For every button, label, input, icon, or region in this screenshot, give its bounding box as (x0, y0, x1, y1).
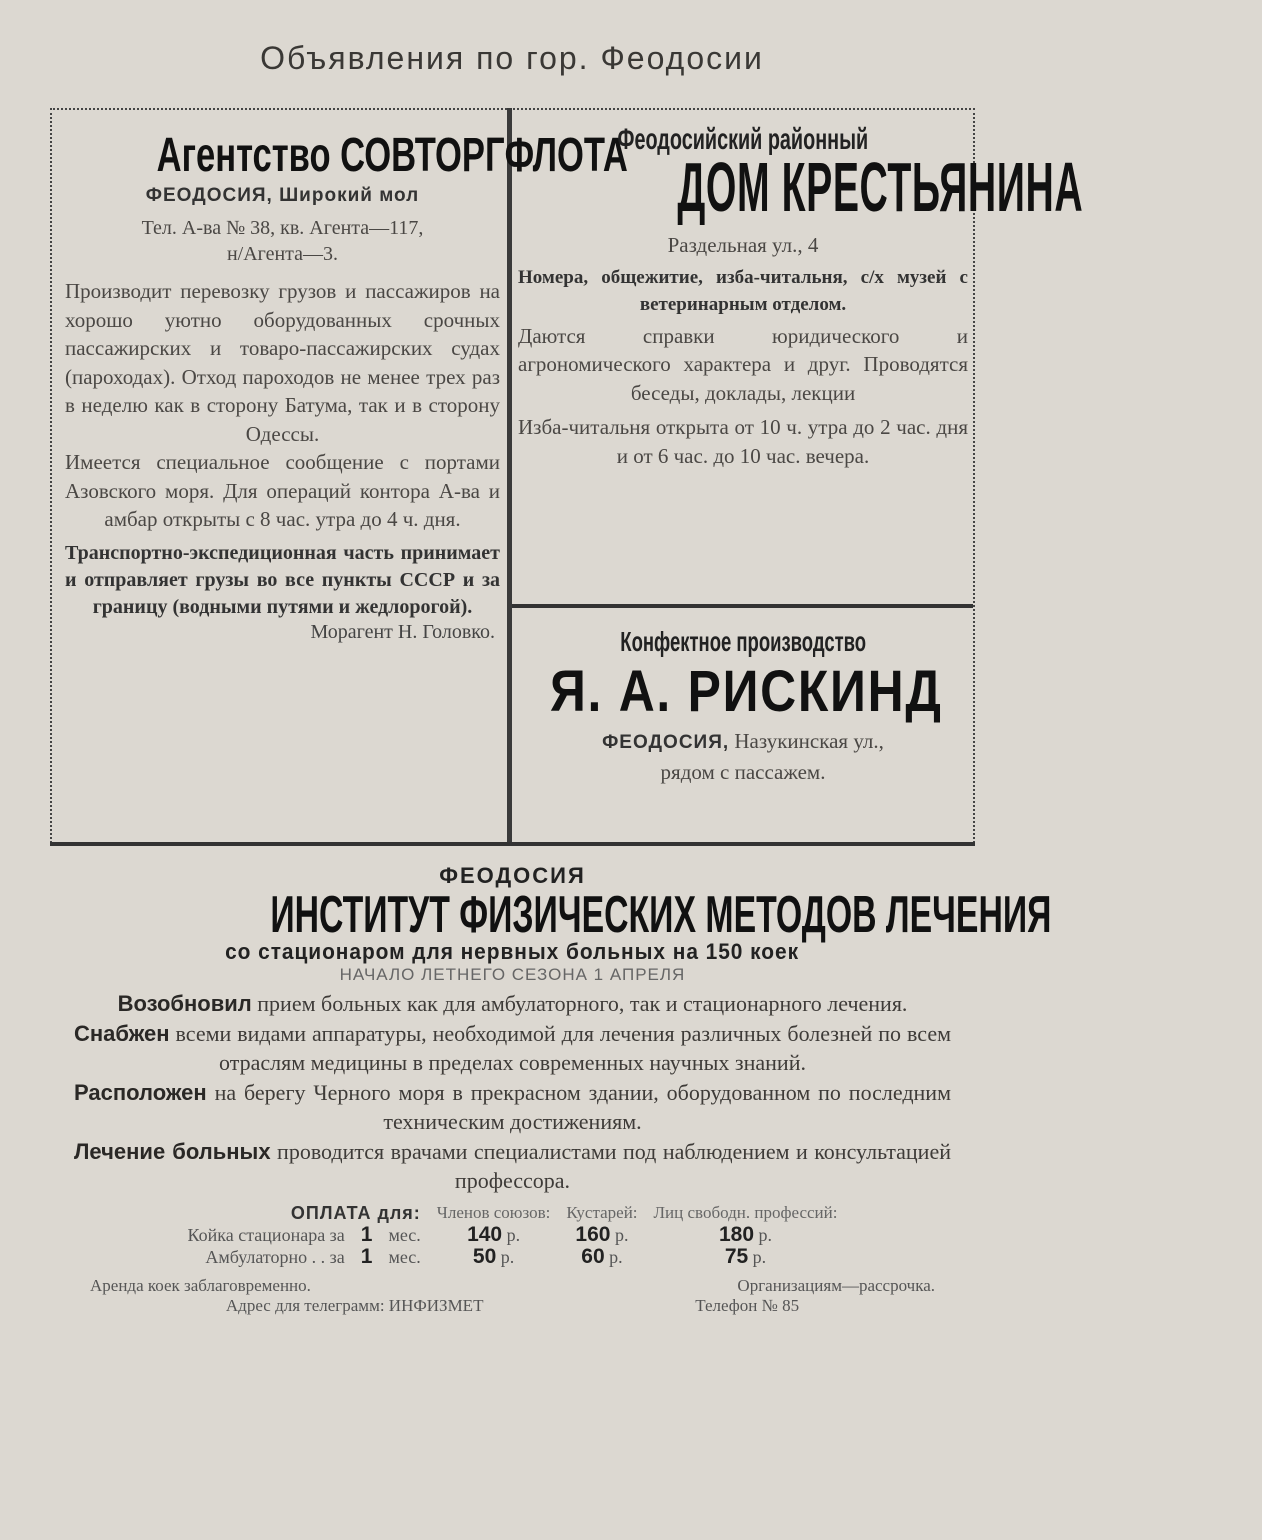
currency: р. (758, 1224, 773, 1245)
price-value: 140 (467, 1222, 503, 1246)
institute-contacts (60, 1296, 965, 1316)
price-row (180, 1224, 846, 1246)
frame-border-left (50, 108, 52, 843)
phone-number: Телефон № 85 (695, 1295, 800, 1315)
p2-lead: Снабжен (74, 1020, 170, 1046)
riskind-city: ФЕОДОСИЯ, (602, 732, 730, 753)
ad-dom-krestyanina (518, 123, 1084, 470)
price-value: 180 (718, 1222, 755, 1246)
dom-address: Раздельная ул., 4 (667, 233, 819, 257)
riskind-address-2: рядом с пассажем. (660, 759, 826, 784)
dom-hours: Изба-читальня открыта от 10 ч. утра до 2 час. дня и от 6 час. до 10 час. вечера. (518, 415, 968, 468)
dom-heading-big: ДОМ КРЕСТЬЯНИНА (677, 148, 1084, 226)
p3-text: на берегу Черного моря в прекрасном здании, оборудованном по последним техническим достижениям. (214, 1079, 952, 1134)
institute-season: НАЧАЛО ЛЕТНЕГО СЕЗОНА 1 АПРЕЛЯ (339, 965, 686, 984)
price-row-unit: 1 (360, 1244, 373, 1268)
price-label: ОПЛАТА для: (290, 1202, 421, 1223)
riskind-heading-small: Конфектное производство (620, 626, 866, 657)
currency: р. (500, 1246, 515, 1267)
price-value: 75 (724, 1244, 749, 1268)
p2-text: всеми видами аппаратуры, необходимой для лечения различных болезней по всем отраслям медицины в пределах современных научных знаний. (175, 1020, 952, 1075)
dom-services: Номера, общежитие, изба-читальня, с/х музей с ветеринарным отделом. (518, 266, 968, 315)
price-row-unit: 1 (360, 1222, 373, 1246)
sovtorgflot-body-2: Имеется специальное сообщение с портами Азовского моря. Для операций контора А-ва и амбар открыты с 8 час. утра до 4 ч. дня. (65, 450, 500, 531)
price-row-mes: мес. (388, 1246, 421, 1267)
sovtorgflot-phones-2: н/Агента—3. (226, 243, 339, 265)
telegram-address: Адрес для телеграмм: ИНФИЗМЕТ (225, 1295, 484, 1315)
sovtorgflot-phones-1: Тел. А-ва № 38, кв. Агента—117, (141, 217, 424, 239)
ad-institute (60, 863, 1052, 1316)
price-row (180, 1246, 846, 1268)
currency: р. (506, 1224, 521, 1245)
p1-text: прием больных как для амбулаторного, так и стационарного лечения. (257, 991, 908, 1016)
price-row-label: Амбулаторно . . за (205, 1246, 345, 1267)
institute-city: ФЕОДОСИЯ (439, 863, 586, 888)
price-col-freelance: Лиц свободн. профессий: (653, 1202, 838, 1222)
currency: р. (614, 1224, 629, 1245)
sovtorgflot-body: Производит перевозку грузов и пассажиров на хорошо уютно оборудованных срочных пассажирских и товаро-пассажирских судах (пароходах). Отход пароходов не менее трех раз в неделю как в сторону Батума, так и в сторону Одессы. (65, 279, 500, 446)
price-row-mes: мес. (388, 1224, 421, 1245)
p4-text: проводится врачами специалистами под наблюдением и консультацией профессора. (277, 1138, 951, 1193)
price-value: 160 (575, 1222, 611, 1246)
price-table (180, 1202, 846, 1268)
institute-paragraph-1 (60, 989, 965, 1019)
riskind-address: Назукинская ул., (734, 729, 884, 753)
institute-footer (60, 1268, 965, 1296)
footer-installments: Организациям—рассрочка. (737, 1275, 935, 1295)
ad-frame (50, 108, 1084, 1428)
price-value: 50 (472, 1244, 497, 1268)
right-ad-divider (512, 604, 973, 608)
sovtorgflot-transport: Транспортно-экспедиционная часть принимает и отправляет грузы во все пункты СССР и за границу (водными путями и жедлорогой). (65, 541, 500, 618)
sovtorgflot-address: ФЕОДОСИЯ, Широкий мол (145, 185, 420, 206)
ad-riskind (518, 626, 968, 786)
institute-paragraph-3 (60, 1078, 965, 1137)
institute-paragraph-2 (60, 1019, 965, 1078)
institute-paragraph-4 (60, 1137, 965, 1196)
price-col-artisans: Кустарей: (566, 1202, 638, 1222)
institute-subheading: со стационаром для нервных больных на 150 коек (225, 939, 800, 964)
p3-lead: Расположен (74, 1079, 207, 1105)
dom-heading-small: Феодосийский районный (617, 123, 869, 156)
page-title: Объявления по гор. Феодосии (260, 40, 764, 76)
dom-info: Даются справки юридического и агрономического характера и друг. Проводятся беседы, доклады, лекции (518, 323, 968, 405)
currency: р. (609, 1246, 623, 1267)
sovtorgflot-signature: Морагент Н. Головко. (310, 620, 495, 643)
price-row-label: Койка стационара за (187, 1224, 345, 1245)
sovtorgflot-heading: Агентство СОВТОРГФЛОТА (156, 129, 628, 182)
section-divider (50, 842, 975, 846)
column-divider (507, 108, 512, 843)
price-col-union: Членов союзов: (436, 1202, 551, 1222)
currency: р. (752, 1246, 767, 1267)
p4-lead: Лечение больных (74, 1138, 271, 1164)
p1-lead: Возобновил (117, 991, 252, 1016)
frame-border-top (50, 108, 975, 110)
footer-rental: Аренда коек заблаговременно. (90, 1275, 311, 1295)
riskind-heading-big: Я. А. РИСКИНД (549, 659, 943, 724)
price-value: 60 (581, 1244, 605, 1268)
ad-sovtorgflot (65, 128, 628, 644)
institute-heading: ИНСТИТУТ ФИЗИЧЕСКИХ МЕТОДОВ ЛЕЧЕНИЯ (270, 886, 1052, 944)
